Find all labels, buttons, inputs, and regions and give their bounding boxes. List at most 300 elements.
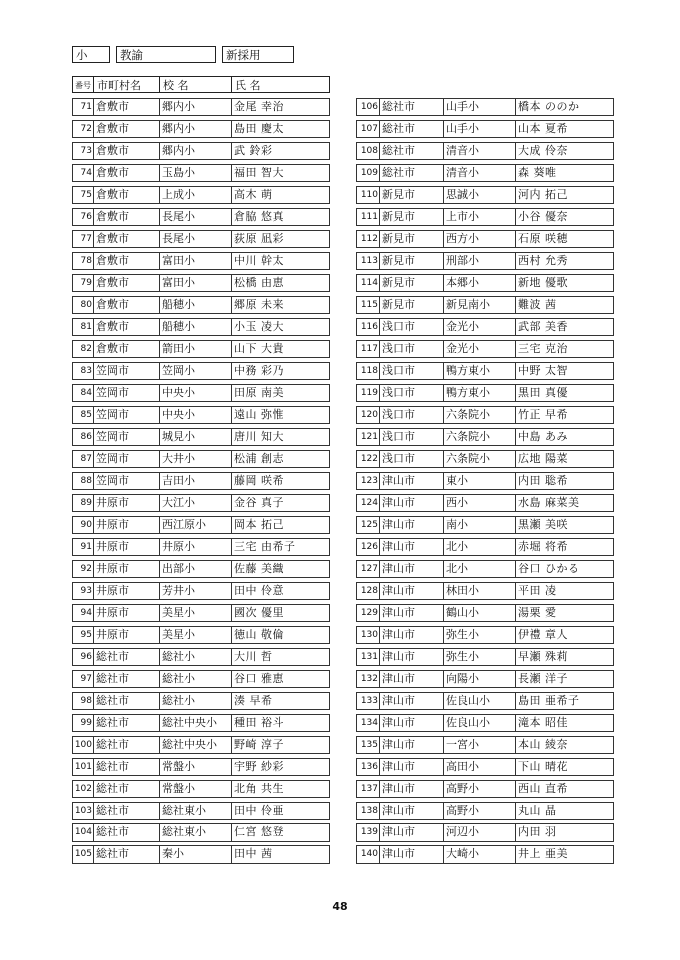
city-cell: 井原市 bbox=[94, 626, 160, 644]
city-cell: 浅口市 bbox=[380, 340, 444, 358]
city-cell: 津山市 bbox=[380, 714, 444, 732]
school-cell: 芳井小 bbox=[160, 582, 232, 600]
col-header-school: 校 名 bbox=[160, 76, 232, 93]
school-cell: 山手小 bbox=[444, 98, 516, 116]
school-cell: 河辺小 bbox=[444, 823, 516, 841]
table-row bbox=[72, 252, 330, 270]
school-cell: 郷内小 bbox=[160, 142, 232, 160]
table-row bbox=[72, 516, 330, 534]
name-cell: 伊禮 章人 bbox=[516, 626, 614, 644]
row-number: 129 bbox=[356, 604, 380, 622]
table-row bbox=[72, 714, 330, 732]
table-row bbox=[356, 318, 614, 336]
row-number: 109 bbox=[356, 164, 380, 182]
table-row bbox=[72, 472, 330, 490]
name-cell: 福田 智大 bbox=[232, 164, 330, 182]
city-cell: 浅口市 bbox=[380, 406, 444, 424]
row-number: 126 bbox=[356, 538, 380, 556]
school-cell: 美星小 bbox=[160, 626, 232, 644]
name-cell: 平田 凌 bbox=[516, 582, 614, 600]
table-row bbox=[72, 362, 330, 380]
table-row bbox=[356, 516, 614, 534]
row-number: 98 bbox=[72, 692, 94, 710]
school-cell: 富田小 bbox=[160, 274, 232, 292]
row-number: 75 bbox=[72, 186, 94, 204]
city-cell: 倉敷市 bbox=[94, 186, 160, 204]
city-cell: 総社市 bbox=[94, 845, 160, 863]
row-number: 125 bbox=[356, 516, 380, 534]
name-cell: 郷原 未来 bbox=[232, 296, 330, 314]
name-cell: 谷口 雅恵 bbox=[232, 670, 330, 688]
table-row bbox=[356, 802, 614, 820]
col-header-name: 氏 名 bbox=[232, 76, 330, 93]
city-cell: 倉敷市 bbox=[94, 98, 160, 116]
city-cell: 浅口市 bbox=[380, 428, 444, 446]
row-number: 76 bbox=[72, 208, 94, 226]
city-cell: 津山市 bbox=[380, 758, 444, 776]
row-number: 96 bbox=[72, 648, 94, 666]
city-cell: 津山市 bbox=[380, 626, 444, 644]
table-row bbox=[356, 362, 614, 380]
name-cell: 倉脇 悠真 bbox=[232, 208, 330, 226]
row-number: 101 bbox=[72, 758, 94, 776]
name-cell: 水島 麻菜美 bbox=[516, 494, 614, 512]
name-cell: 中川 幹太 bbox=[232, 252, 330, 270]
table-row bbox=[356, 714, 614, 732]
table-row bbox=[72, 98, 330, 116]
school-cell: 長尾小 bbox=[160, 230, 232, 248]
table-row bbox=[72, 538, 330, 556]
row-number: 136 bbox=[356, 758, 380, 776]
name-cell: 仁宮 悠登 bbox=[232, 823, 330, 841]
name-cell: 松浦 創志 bbox=[232, 450, 330, 468]
city-cell: 総社市 bbox=[94, 670, 160, 688]
school-cell: 佐良山小 bbox=[444, 692, 516, 710]
row-number: 114 bbox=[356, 274, 380, 292]
name-cell: 三宅 由希子 bbox=[232, 538, 330, 556]
school-cell: 箭田小 bbox=[160, 340, 232, 358]
school-cell: 新見南小 bbox=[444, 296, 516, 314]
city-cell: 津山市 bbox=[380, 494, 444, 512]
name-cell: 金尾 幸治 bbox=[232, 98, 330, 116]
school-cell: 常盤小 bbox=[160, 780, 232, 798]
row-number: 93 bbox=[72, 582, 94, 600]
city-cell: 浅口市 bbox=[380, 384, 444, 402]
name-cell: 徳山 敬倫 bbox=[232, 626, 330, 644]
row-number: 107 bbox=[356, 120, 380, 138]
table-row bbox=[72, 384, 330, 402]
name-cell: 丸山 晶 bbox=[516, 802, 614, 820]
school-cell: 佐良山小 bbox=[444, 714, 516, 732]
name-cell: 大成 伶奈 bbox=[516, 142, 614, 160]
city-cell: 井原市 bbox=[94, 560, 160, 578]
school-cell: 六条院小 bbox=[444, 450, 516, 468]
school-cell: 金光小 bbox=[444, 318, 516, 336]
name-cell: 赤堀 将希 bbox=[516, 538, 614, 556]
table-row bbox=[72, 626, 330, 644]
row-number: 139 bbox=[356, 823, 380, 841]
school-cell: 大江小 bbox=[160, 494, 232, 512]
row-number: 72 bbox=[72, 120, 94, 138]
school-cell: 高田小 bbox=[444, 758, 516, 776]
row-number: 111 bbox=[356, 208, 380, 226]
name-cell: 本山 綾奈 bbox=[516, 736, 614, 754]
row-number: 130 bbox=[356, 626, 380, 644]
city-cell: 笠岡市 bbox=[94, 428, 160, 446]
school-cell: 東小 bbox=[444, 472, 516, 490]
row-number: 127 bbox=[356, 560, 380, 578]
table-row bbox=[72, 648, 330, 666]
name-cell: 小玉 凌大 bbox=[232, 318, 330, 336]
school-cell: 南小 bbox=[444, 516, 516, 534]
city-cell: 津山市 bbox=[380, 823, 444, 841]
city-cell: 笠岡市 bbox=[94, 362, 160, 380]
right-table bbox=[356, 98, 614, 867]
city-cell: 新見市 bbox=[380, 230, 444, 248]
school-cell: 林田小 bbox=[444, 582, 516, 600]
row-number: 117 bbox=[356, 340, 380, 358]
name-cell: 長瀬 洋子 bbox=[516, 670, 614, 688]
school-cell: 一宮小 bbox=[444, 736, 516, 754]
name-cell: 高木 萌 bbox=[232, 186, 330, 204]
table-row bbox=[72, 120, 330, 138]
table-row bbox=[356, 252, 614, 270]
school-cell: 本郷小 bbox=[444, 274, 516, 292]
row-number: 77 bbox=[72, 230, 94, 248]
row-number: 116 bbox=[356, 318, 380, 336]
school-cell: 城見小 bbox=[160, 428, 232, 446]
city-cell: 井原市 bbox=[94, 538, 160, 556]
school-cell: 総社小 bbox=[160, 692, 232, 710]
row-number: 82 bbox=[72, 340, 94, 358]
name-cell: 滝本 昭佳 bbox=[516, 714, 614, 732]
name-cell: 松橋 由恵 bbox=[232, 274, 330, 292]
city-cell: 倉敷市 bbox=[94, 274, 160, 292]
name-cell: 山本 夏希 bbox=[516, 120, 614, 138]
city-cell: 浅口市 bbox=[380, 362, 444, 380]
left-table bbox=[72, 98, 330, 867]
city-cell: 津山市 bbox=[380, 802, 444, 820]
city-cell: 総社市 bbox=[380, 98, 444, 116]
name-cell: 島田 亜希子 bbox=[516, 692, 614, 710]
row-number: 105 bbox=[72, 845, 94, 863]
name-cell: 國次 優里 bbox=[232, 604, 330, 622]
table-row bbox=[356, 670, 614, 688]
school-cell: 弥生小 bbox=[444, 648, 516, 666]
school-cell: 清音小 bbox=[444, 164, 516, 182]
name-cell: 中島 あみ bbox=[516, 428, 614, 446]
row-number: 88 bbox=[72, 472, 94, 490]
type-label: 新採用 bbox=[222, 46, 294, 63]
row-number: 83 bbox=[72, 362, 94, 380]
position-label: 教諭 bbox=[116, 46, 216, 63]
row-number: 102 bbox=[72, 780, 94, 798]
name-cell: 黒田 真優 bbox=[516, 384, 614, 402]
row-number: 128 bbox=[356, 582, 380, 600]
table-row bbox=[356, 142, 614, 160]
level-label: 小 bbox=[72, 46, 110, 63]
school-cell: 常盤小 bbox=[160, 758, 232, 776]
school-cell: 西小 bbox=[444, 494, 516, 512]
school-cell: 大崎小 bbox=[444, 845, 516, 863]
table-row bbox=[356, 384, 614, 402]
table-row bbox=[72, 692, 330, 710]
row-number: 140 bbox=[356, 845, 380, 863]
city-cell: 総社市 bbox=[94, 802, 160, 820]
table-row bbox=[356, 736, 614, 754]
row-number: 71 bbox=[72, 98, 94, 116]
city-cell: 総社市 bbox=[380, 164, 444, 182]
row-number: 90 bbox=[72, 516, 94, 534]
name-cell: 荻原 凪彩 bbox=[232, 230, 330, 248]
city-cell: 新見市 bbox=[380, 274, 444, 292]
name-cell: 藤岡 咲希 bbox=[232, 472, 330, 490]
row-number: 134 bbox=[356, 714, 380, 732]
row-number: 73 bbox=[72, 142, 94, 160]
row-number: 104 bbox=[72, 823, 94, 841]
school-cell: 総社小 bbox=[160, 648, 232, 666]
table-row bbox=[356, 648, 614, 666]
city-cell: 新見市 bbox=[380, 252, 444, 270]
name-cell: 難波 茜 bbox=[516, 296, 614, 314]
city-cell: 浅口市 bbox=[380, 318, 444, 336]
row-number: 92 bbox=[72, 560, 94, 578]
row-number: 85 bbox=[72, 406, 94, 424]
col-header-city: 市町村名 bbox=[94, 76, 160, 93]
city-cell: 津山市 bbox=[380, 582, 444, 600]
name-cell: 新地 優歌 bbox=[516, 274, 614, 292]
name-cell: 広地 陽菜 bbox=[516, 450, 614, 468]
school-cell: 思誠小 bbox=[444, 186, 516, 204]
school-cell: 笠岡小 bbox=[160, 362, 232, 380]
city-cell: 井原市 bbox=[94, 604, 160, 622]
city-cell: 総社市 bbox=[94, 736, 160, 754]
row-number: 95 bbox=[72, 626, 94, 644]
table-row bbox=[356, 604, 614, 622]
name-cell: 島田 慶太 bbox=[232, 120, 330, 138]
school-cell: 高野小 bbox=[444, 802, 516, 820]
school-cell: 大井小 bbox=[160, 450, 232, 468]
school-cell: 船穂小 bbox=[160, 318, 232, 336]
city-cell: 笠岡市 bbox=[94, 406, 160, 424]
name-cell: 石原 咲穂 bbox=[516, 230, 614, 248]
table-row bbox=[72, 802, 330, 820]
table-row bbox=[72, 560, 330, 578]
name-cell: 種田 裕斗 bbox=[232, 714, 330, 732]
row-number: 138 bbox=[356, 802, 380, 820]
table-row bbox=[356, 230, 614, 248]
row-number: 122 bbox=[356, 450, 380, 468]
city-cell: 新見市 bbox=[380, 186, 444, 204]
city-cell: 津山市 bbox=[380, 538, 444, 556]
name-cell: 下山 晴花 bbox=[516, 758, 614, 776]
city-cell: 笠岡市 bbox=[94, 472, 160, 490]
table-row bbox=[356, 296, 614, 314]
row-number: 108 bbox=[356, 142, 380, 160]
row-number: 84 bbox=[72, 384, 94, 402]
table-row bbox=[72, 164, 330, 182]
city-cell: 津山市 bbox=[380, 670, 444, 688]
table-row bbox=[72, 670, 330, 688]
table-row bbox=[72, 845, 330, 863]
city-cell: 総社市 bbox=[380, 142, 444, 160]
name-cell: 河内 拓己 bbox=[516, 186, 614, 204]
city-cell: 津山市 bbox=[380, 692, 444, 710]
table-row bbox=[72, 340, 330, 358]
school-cell: 総社東小 bbox=[160, 802, 232, 820]
table-row bbox=[356, 494, 614, 512]
table-row bbox=[356, 186, 614, 204]
school-cell: 鴨方東小 bbox=[444, 384, 516, 402]
city-cell: 井原市 bbox=[94, 582, 160, 600]
name-cell: 山下 大貴 bbox=[232, 340, 330, 358]
school-cell: 井原小 bbox=[160, 538, 232, 556]
name-cell: 谷口 ひかる bbox=[516, 560, 614, 578]
city-cell: 倉敷市 bbox=[94, 164, 160, 182]
row-number: 133 bbox=[356, 692, 380, 710]
row-number: 135 bbox=[356, 736, 380, 754]
city-cell: 新見市 bbox=[380, 296, 444, 314]
row-number: 118 bbox=[356, 362, 380, 380]
city-cell: 津山市 bbox=[380, 516, 444, 534]
table-row bbox=[72, 230, 330, 248]
school-cell: 六条院小 bbox=[444, 406, 516, 424]
name-cell: 武 鈴彩 bbox=[232, 142, 330, 160]
school-cell: 美星小 bbox=[160, 604, 232, 622]
name-cell: 小谷 優奈 bbox=[516, 208, 614, 226]
table-row bbox=[356, 582, 614, 600]
table-row bbox=[72, 274, 330, 292]
school-cell: 長尾小 bbox=[160, 208, 232, 226]
name-cell: 北角 共生 bbox=[232, 780, 330, 798]
name-cell: 内田 羽 bbox=[516, 823, 614, 841]
city-cell: 井原市 bbox=[94, 494, 160, 512]
city-cell: 新見市 bbox=[380, 208, 444, 226]
city-cell: 津山市 bbox=[380, 780, 444, 798]
city-cell: 総社市 bbox=[94, 780, 160, 798]
table-row bbox=[72, 758, 330, 776]
row-number: 80 bbox=[72, 296, 94, 314]
city-cell: 浅口市 bbox=[380, 450, 444, 468]
city-cell: 津山市 bbox=[380, 604, 444, 622]
school-cell: 鶴山小 bbox=[444, 604, 516, 622]
name-cell: 西村 允秀 bbox=[516, 252, 614, 270]
table-row bbox=[72, 186, 330, 204]
row-number: 86 bbox=[72, 428, 94, 446]
row-number: 103 bbox=[72, 802, 94, 820]
table-row bbox=[356, 406, 614, 424]
table-row bbox=[72, 318, 330, 336]
row-number: 79 bbox=[72, 274, 94, 292]
city-cell: 総社市 bbox=[94, 692, 160, 710]
row-number: 120 bbox=[356, 406, 380, 424]
name-cell: 武部 美香 bbox=[516, 318, 614, 336]
city-cell: 総社市 bbox=[380, 120, 444, 138]
page-number: 48 bbox=[332, 900, 348, 913]
school-cell: 上市小 bbox=[444, 208, 516, 226]
column-header bbox=[72, 76, 330, 93]
school-cell: 高野小 bbox=[444, 780, 516, 798]
city-cell: 倉敷市 bbox=[94, 142, 160, 160]
table-row bbox=[72, 296, 330, 314]
name-cell: 遠山 弥惟 bbox=[232, 406, 330, 424]
name-cell: 田中 伶亜 bbox=[232, 802, 330, 820]
school-cell: 玉島小 bbox=[160, 164, 232, 182]
name-cell: 唐川 知大 bbox=[232, 428, 330, 446]
school-cell: 中央小 bbox=[160, 406, 232, 424]
row-number: 94 bbox=[72, 604, 94, 622]
row-number: 123 bbox=[356, 472, 380, 490]
table-row bbox=[356, 340, 614, 358]
row-number: 100 bbox=[72, 736, 94, 754]
row-number: 106 bbox=[356, 98, 380, 116]
row-number: 81 bbox=[72, 318, 94, 336]
city-cell: 倉敷市 bbox=[94, 230, 160, 248]
table-row bbox=[356, 692, 614, 710]
table-row bbox=[356, 274, 614, 292]
row-number: 87 bbox=[72, 450, 94, 468]
table-row bbox=[72, 406, 330, 424]
school-cell: 北小 bbox=[444, 538, 516, 556]
document-header bbox=[72, 46, 294, 64]
name-cell: 内田 聡希 bbox=[516, 472, 614, 490]
city-cell: 倉敷市 bbox=[94, 318, 160, 336]
school-cell: 弥生小 bbox=[444, 626, 516, 644]
table-row bbox=[72, 428, 330, 446]
school-cell: 総社東小 bbox=[160, 823, 232, 841]
school-cell: 船穂小 bbox=[160, 296, 232, 314]
school-cell: 清音小 bbox=[444, 142, 516, 160]
name-cell: 三宅 克治 bbox=[516, 340, 614, 358]
table-row bbox=[356, 164, 614, 182]
school-cell: 北小 bbox=[444, 560, 516, 578]
table-row bbox=[72, 494, 330, 512]
row-number: 124 bbox=[356, 494, 380, 512]
table-row bbox=[72, 582, 330, 600]
row-number: 74 bbox=[72, 164, 94, 182]
row-number: 112 bbox=[356, 230, 380, 248]
name-cell: 西山 直希 bbox=[516, 780, 614, 798]
school-cell: 西方小 bbox=[444, 230, 516, 248]
table-row bbox=[356, 845, 614, 863]
city-cell: 総社市 bbox=[94, 714, 160, 732]
school-cell: 鴨方東小 bbox=[444, 362, 516, 380]
table-row bbox=[356, 120, 614, 138]
school-cell: 刑部小 bbox=[444, 252, 516, 270]
name-cell: 佐藤 美織 bbox=[232, 560, 330, 578]
row-number: 121 bbox=[356, 428, 380, 446]
table-row bbox=[356, 450, 614, 468]
name-cell: 金谷 真子 bbox=[232, 494, 330, 512]
city-cell: 笠岡市 bbox=[94, 384, 160, 402]
row-number: 132 bbox=[356, 670, 380, 688]
school-cell: 秦小 bbox=[160, 845, 232, 863]
school-cell: 総社中央小 bbox=[160, 736, 232, 754]
table-row bbox=[356, 98, 614, 116]
name-cell: 田中 茜 bbox=[232, 845, 330, 863]
table-row bbox=[356, 538, 614, 556]
row-number: 97 bbox=[72, 670, 94, 688]
table-row bbox=[356, 626, 614, 644]
city-cell: 笠岡市 bbox=[94, 450, 160, 468]
city-cell: 津山市 bbox=[380, 845, 444, 863]
name-cell: 中務 彩乃 bbox=[232, 362, 330, 380]
table-row bbox=[356, 560, 614, 578]
name-cell: 田原 南美 bbox=[232, 384, 330, 402]
row-number: 91 bbox=[72, 538, 94, 556]
row-number: 115 bbox=[356, 296, 380, 314]
city-cell: 井原市 bbox=[94, 516, 160, 534]
